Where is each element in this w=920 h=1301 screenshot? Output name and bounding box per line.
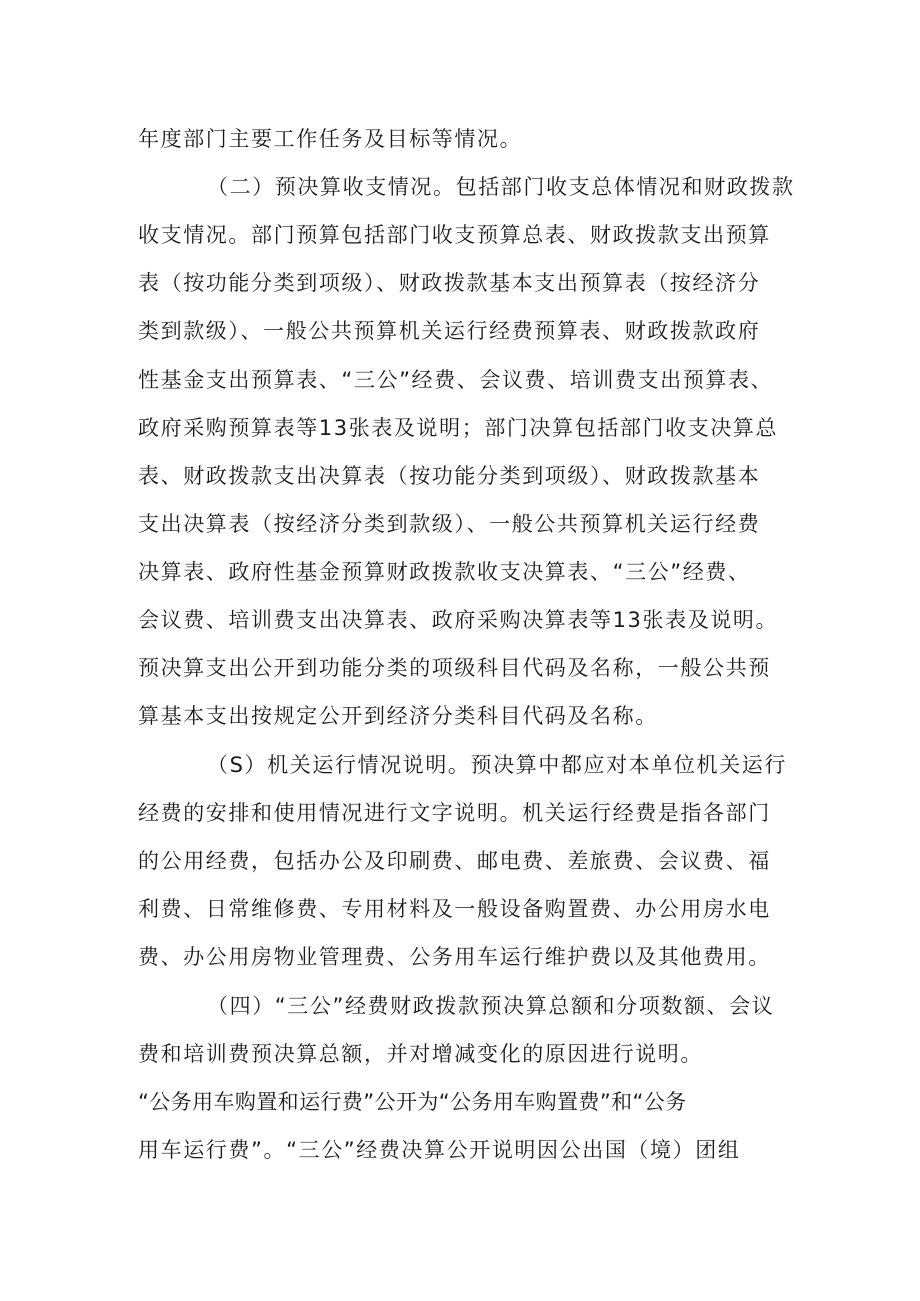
text-line-5: 类到款级）、一般公共预算机关运行经费预算表、财政拨款政府 [138,319,761,343]
text-line-6: 性基金支出预算表、“三公”经费、会议费、培训费支出预算表、 [138,368,774,392]
text-line-10: 决算表、政府性基金预算财政拨款收支决算表、“三公”经费、 [138,560,751,584]
section-4-heading-line: （四）“三公”经费财政拨款预决算总额和分项数额、会议 [207,994,775,1018]
text-line-20: 费和培训费预决算总额，并对增减变化的原因进行说明。 [138,1042,703,1066]
text-line-18: 费、办公用房物业管理费、公务用车运行维护费以及其他费用。 [138,945,771,969]
text-line-3: 收支情况。部门预算包括部门收支预算总表、财政拨款支出预算 [138,223,771,247]
text-line-11: 会议费、培训费支出决算表、政府采购决算表等13张表及说明。 [138,608,779,632]
text-line-1: 年度部门主要工作任务及目标等情况。 [138,127,523,151]
text-line-22: 用车运行费”。“三公”经费决算公开说明因公出国（境）团组 [138,1138,741,1162]
text-line-8: 表、财政拨款支出决算表（按功能分类到项级）、财政拨款基本 [138,464,761,488]
text-line-17: 利费、日常维修费、专用材料及一般设备购置费、办公用房水电 [138,897,771,921]
text-line-13: 算基本支出按规定公开到经济分类科目代码及名称。 [138,704,658,728]
text-line-21: “公务用车购置和运行费”公开为“公务用车购置费”和“公务 [138,1090,687,1114]
text-line-15: 经费的安排和使用情况进行文字说明。机关运行经费是指各部门 [138,801,771,825]
text-line-4: 表（按功能分类到项级）、财政拨款基本支出预算表（按经济分 [138,271,761,295]
section-2-heading-line: （二）预决算收支情况。包括部门收支总体情况和财政拨款 [207,175,795,199]
text-line-9: 支出决算表（按经济分类到款级）、一般公共预算机关运行经费 [138,512,761,536]
text-line-16: 的公用经费，包括办公及印刷费、邮电费、差旅费、会议费、福 [138,849,771,873]
section-3-heading-line: （S）机关运行情况说明。预决算中都应对本单位机关运行 [207,753,787,777]
text-line-12: 预决算支出公开到功能分类的项级科目代码及名称，一般公共预 [138,656,771,680]
text-line-7: 政府采购预算表等13张表及说明；部门决算包括部门收支决算总 [138,416,779,440]
